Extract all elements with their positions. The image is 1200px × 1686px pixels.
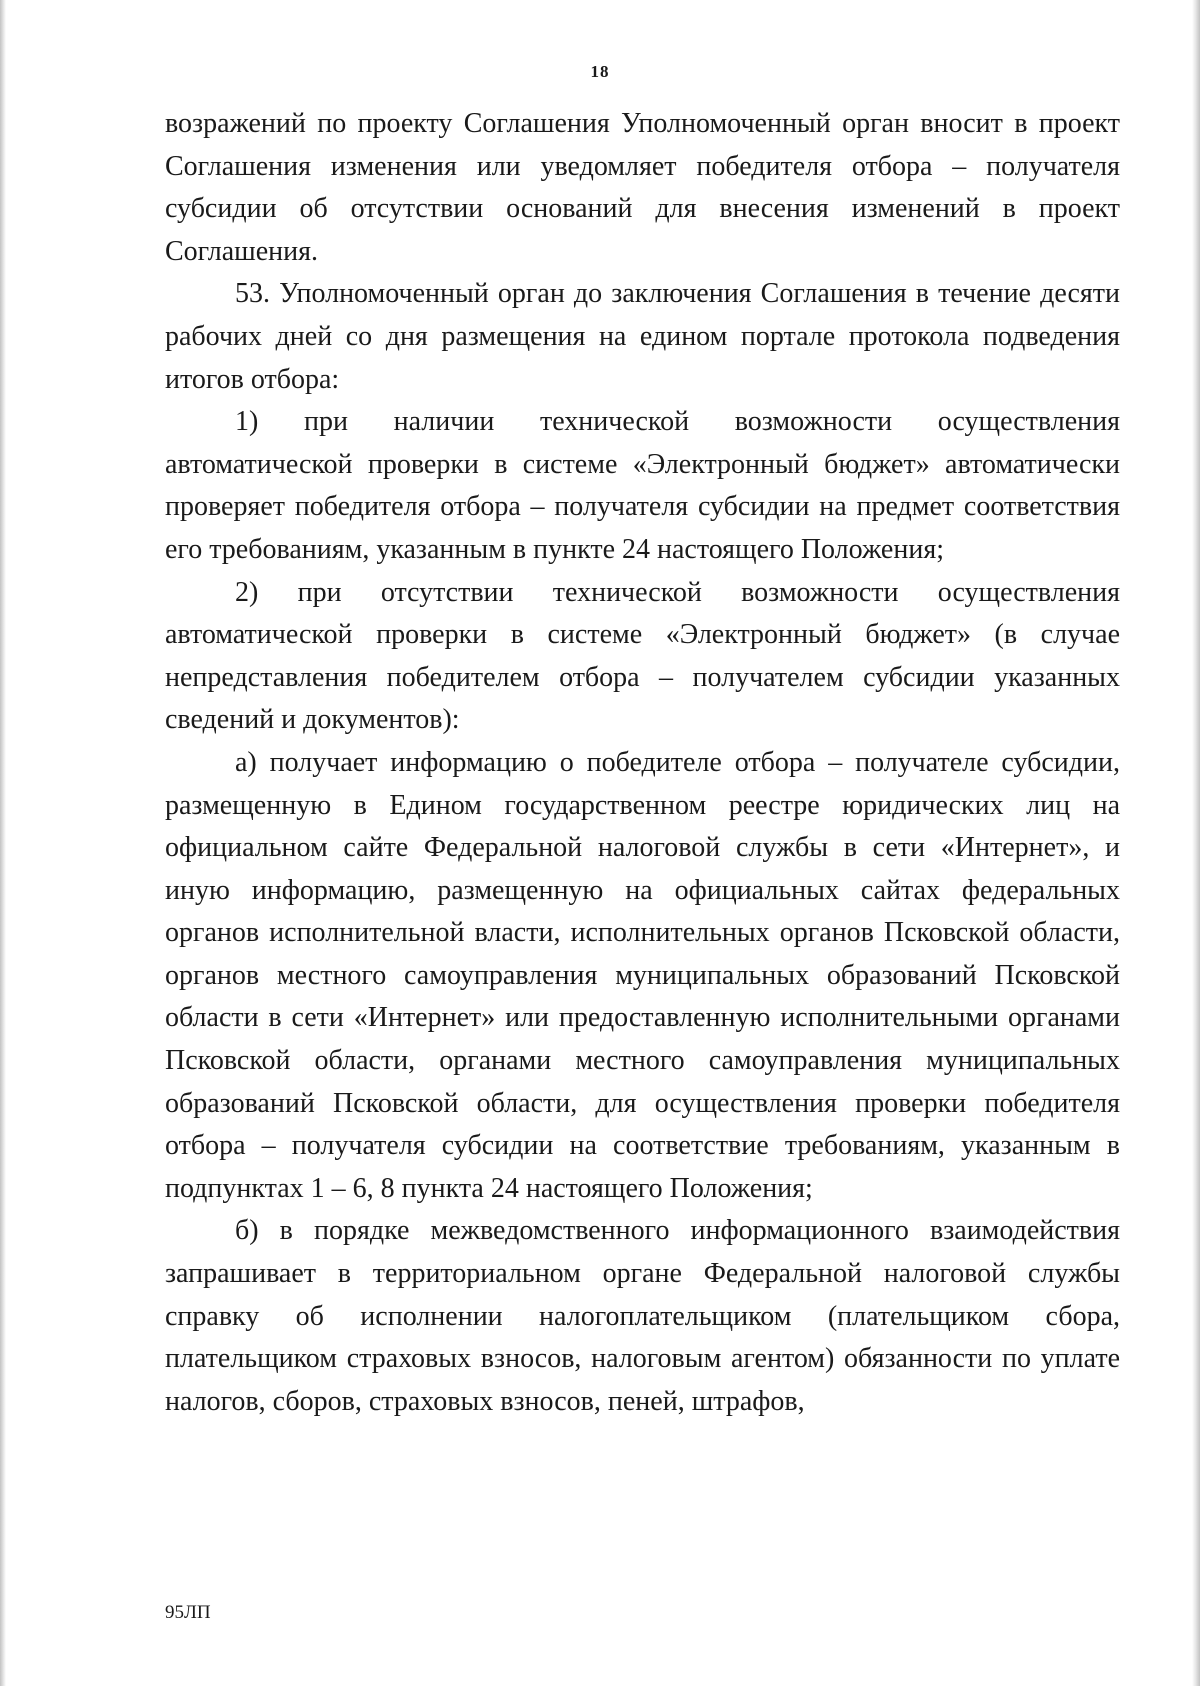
paragraph-subitem-2: 2) при отсутствии технической возможности осуществления автоматической проверки в системе «Электронный бюджет» (в случае непредставления победителем отбора – получателем субсидии указанных сведений и документов): [165, 576, 1120, 736]
page-number: 18 [590, 62, 610, 81]
paragraph-subitem-a: а) получает информацию о победителе отбора – получателе субсидии, размещенную в Едином государственном реестре юридических лиц на официальном сайте Федеральной налоговой службы в сети «Интернет», и иную информацию, размещенную на официальных сайтах федеральных органов исполнительной власти, исполнительных органов Псковской области, органов местного самоуправления муниципальных образований Псковской области в сети «Интернет» или предоставленную исполнительными органами Псковской области, органами местного самоуправления муниципальных образований Псковской области, для осуществления проверки победителя отбора – получателя субсидии на соответствие требованиям, указанным в подпунктах 1 – 6, 8 пункта 24 настоящего Положения; [165, 746, 1120, 1204]
paragraph-subitem-b: б) в порядке межведомственного информационного взаимодействия запрашивает в территориальном органе Федеральной налоговой службы справку об исполнении налогоплательщиком (плательщиком сбора, плательщиком страховых взносов, налоговым агентом) обязанности по уплате налогов, сборов, страховых взносов, пеней, штрафов, [165, 1215, 1120, 1417]
scan-edge-right [1192, 0, 1200, 1686]
paragraph-item-53: 53. Уполномоченный орган до заключения Соглашения в течение десяти рабочих дней со дня размещения на едином портале протокола подведения итогов отбора: [165, 278, 1120, 395]
scan-edge-left [0, 0, 6, 1686]
document-code: 95ЛП [165, 1602, 211, 1623]
paragraph-continuation: возражений по проекту Соглашения Уполномоченный орган вносит в проект Соглашения изменения или уведомляет победителя отбора – получателя субсидии об отсутствии оснований для внесения изменений в проект Соглашения. [165, 108, 1120, 267]
paragraph-subitem-1: 1) при наличии технической возможности осуществления автоматической проверки в системе «Электронный бюджет» автоматически проверяет победителя отбора – получателя субсидии на предмет соответствия его требованиям, указанным в пункте 24 настоящего Положения; [165, 406, 1120, 565]
document-body [165, 103, 1120, 1423]
